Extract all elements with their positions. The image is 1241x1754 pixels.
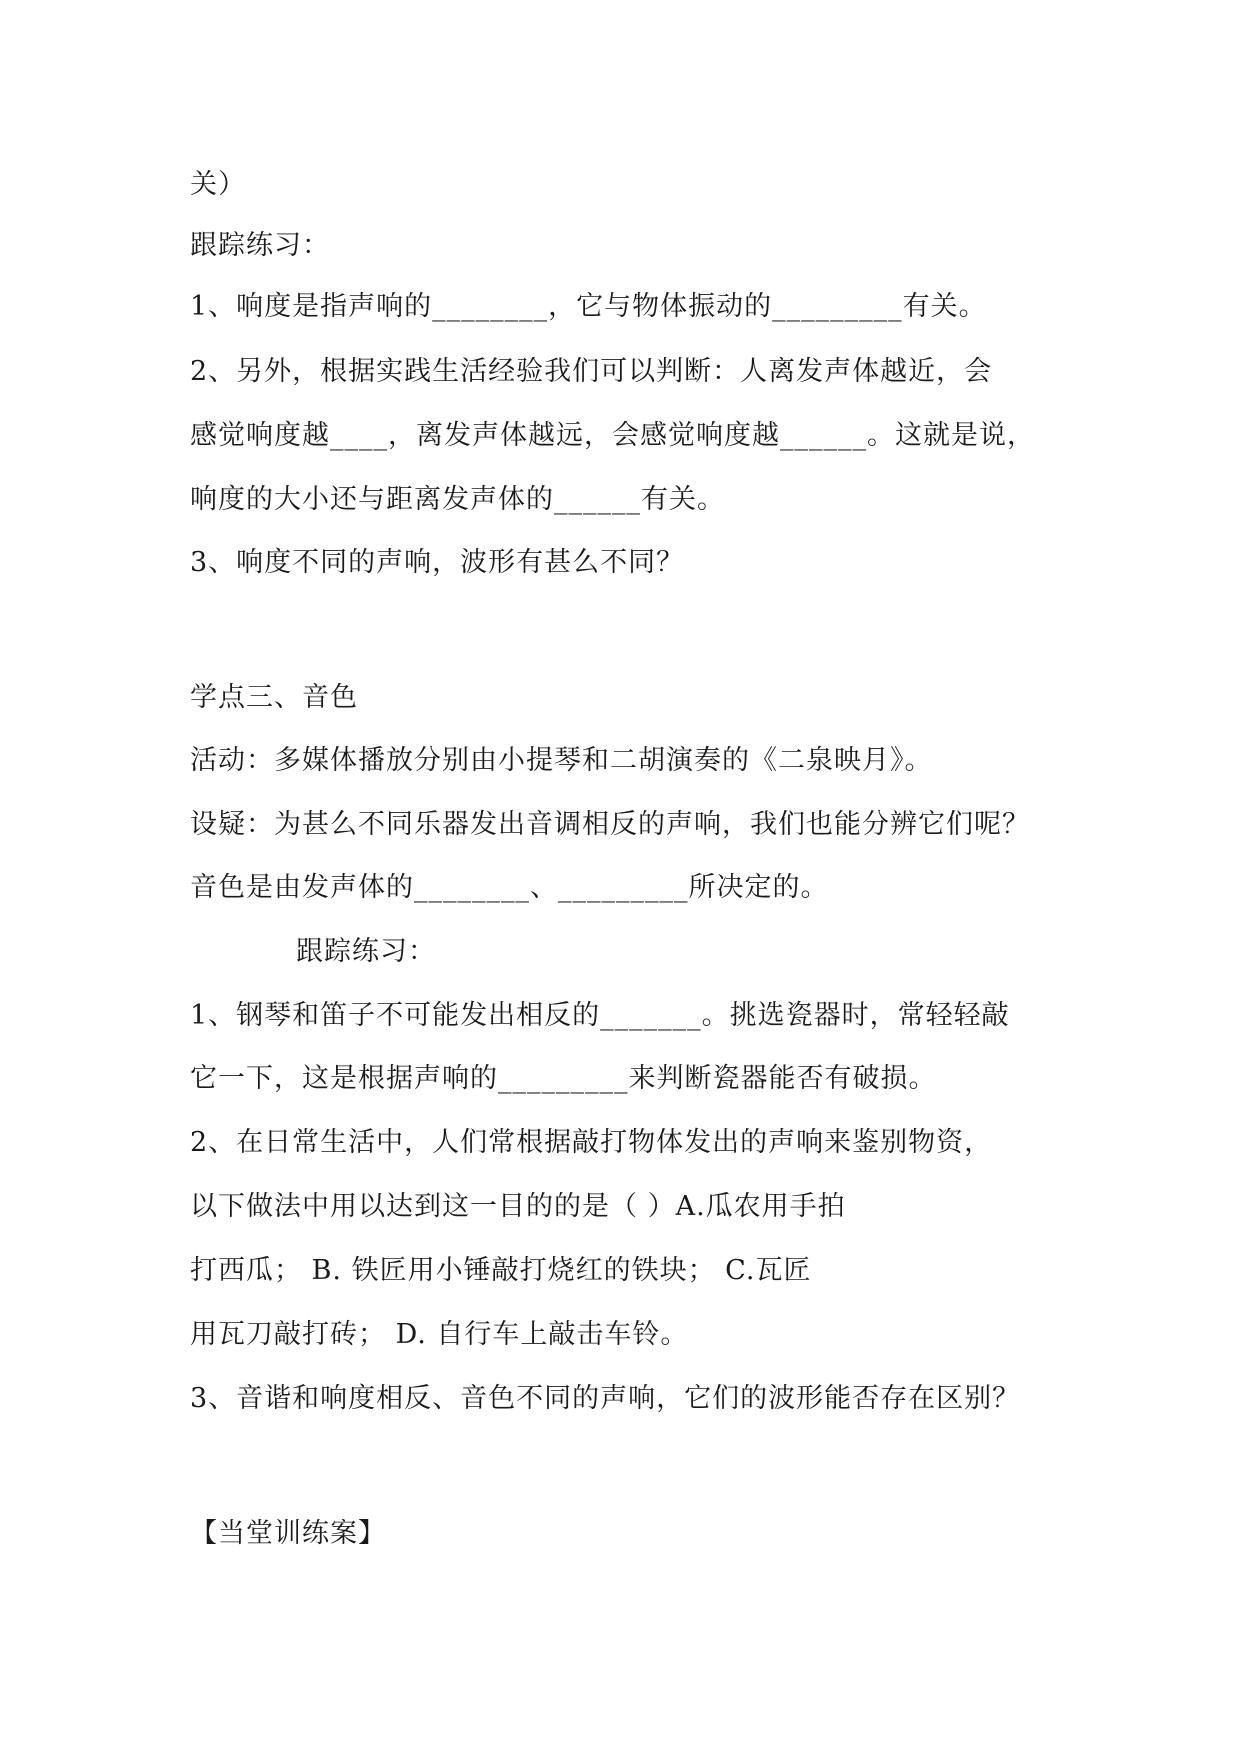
practice-2-question-2-line-4: 用瓦刀敲打砖； D. 自行车上敲击车铃。: [190, 1319, 689, 1350]
practice-2-question-3: 3、音谐和响度相反、音色不同的声响，它们的波形能否存在区别？: [190, 1383, 1021, 1414]
practice-2-question-2-line-1: 2、在日常生活中，人们常根据敲打物体发出的声响来鉴别物资，: [190, 1127, 993, 1158]
activity-line: 活动：多媒体播放分别由小提琴和二胡演奏的《二泉映月》。: [190, 745, 933, 776]
classroom-training-heading: 【当堂训练案】: [190, 1518, 386, 1549]
text-line-fragment: 关）: [190, 169, 246, 200]
practice-heading-2: 跟踪练习：: [296, 936, 436, 967]
practice-2-question-1-line-1: 1、钢琴和笛子不可能发出相反的_______。挑选瓷器时，常轻轻敲: [190, 1000, 1010, 1031]
practice-2-question-2-line-3: 打西瓜； B. 铁匠用小锤敲打烧红的铁块； C.瓦匠: [190, 1255, 812, 1286]
question-2-line-1: 2、另外，根据实践生活经验我们可以判断：人离发声体越近，会: [190, 356, 993, 387]
practice-heading-1: 跟踪练习：: [190, 230, 330, 261]
question-2-line-3: 响度的大小还与距离发声体的______有关。: [190, 484, 725, 515]
question-setup-line: 设疑：为甚么不同乐器发出音调相反的声响，我们也能分辨它们呢？: [190, 809, 1030, 840]
timbre-definition-line: 音色是由发声体的________、_________所决定的。: [190, 872, 829, 903]
question-2-line-2: 感觉响度越____，离发声体越远，会感觉响度越______。这就是说，: [190, 420, 1035, 451]
section-heading-timbre: 学点三、音色: [190, 682, 358, 713]
practice-2-question-2-line-2: 以下做法中用以达到这一目的的是（ ）A.瓜农用手拍: [190, 1191, 846, 1222]
practice-2-question-1-line-2: 它一下，这是根据声响的_________来判断瓷器能否有破损。: [190, 1063, 937, 1094]
question-3-waveform: 3、响度不同的声响，波形有甚么不同？: [190, 547, 685, 578]
question-1-loudness: 1、响度是指声响的________，它与物体振动的_________有关。: [190, 291, 987, 322]
